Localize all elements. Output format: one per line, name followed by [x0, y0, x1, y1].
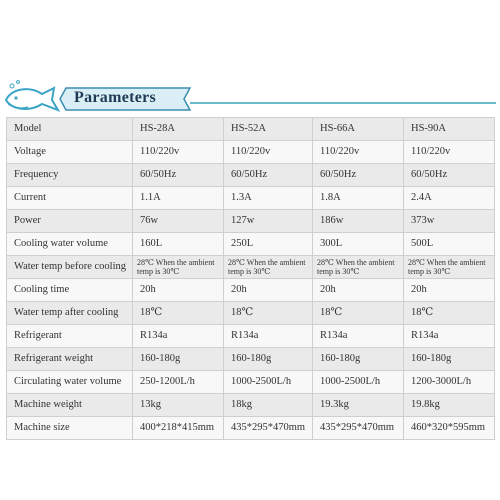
table-cell: 2.4A: [404, 187, 495, 210]
table-row: [7, 164, 495, 187]
table-cell: 435*295*470mm: [313, 417, 404, 440]
table-row: [7, 325, 495, 348]
table-cell: R134a: [133, 325, 224, 348]
table-cell: 110/220v: [224, 141, 313, 164]
parameters-table: [6, 117, 495, 440]
table-cell: 127w: [224, 210, 313, 233]
table-cell: 18℃: [133, 302, 224, 325]
table-row: [7, 210, 495, 233]
table-cell: HS-66A: [313, 118, 404, 141]
row-label: Refrigerant: [7, 325, 133, 348]
page-title: Parameters: [74, 89, 157, 106]
row-label: Frequency: [7, 164, 133, 187]
table-row: [7, 233, 495, 256]
table-row: [7, 348, 495, 371]
table-cell: HS-28A: [133, 118, 224, 141]
table-cell: 28℃ When the ambient temp is 30℃: [224, 256, 313, 279]
row-label: Voltage: [7, 141, 133, 164]
table-cell: 19.8kg: [404, 394, 495, 417]
table-cell: 28℃ When the ambient temp is 30℃: [133, 256, 224, 279]
parameters-table-body: [7, 118, 495, 440]
table-cell: 400*218*415mm: [133, 417, 224, 440]
table-row: [7, 118, 495, 141]
table-row: [7, 417, 495, 440]
row-label: Cooling time: [7, 279, 133, 302]
table-cell: 20h: [133, 279, 224, 302]
table-cell: 250-1200L/h: [133, 371, 224, 394]
table-cell: 373w: [404, 210, 495, 233]
table-row: [7, 302, 495, 325]
table-row: [7, 141, 495, 164]
table-cell: R134a: [224, 325, 313, 348]
table-cell: 20h: [313, 279, 404, 302]
table-row: [7, 187, 495, 210]
table-cell: 1.8A: [313, 187, 404, 210]
fish-icon: [2, 78, 66, 116]
table-cell: 110/220v: [313, 141, 404, 164]
table-cell: 18℃: [313, 302, 404, 325]
table-cell: HS-90A: [404, 118, 495, 141]
table-cell: 20h: [224, 279, 313, 302]
table-cell: 160-180g: [404, 348, 495, 371]
table-cell: 20h: [404, 279, 495, 302]
row-label: Cooling water volume: [7, 233, 133, 256]
table-cell: 19.3kg: [313, 394, 404, 417]
table-cell: 160L: [133, 233, 224, 256]
table-cell: 18℃: [404, 302, 495, 325]
header-divider: [190, 102, 496, 104]
table-cell: 1000-2500L/h: [224, 371, 313, 394]
row-label: Current: [7, 187, 133, 210]
row-label: Power: [7, 210, 133, 233]
row-label: Water temp before cooling: [7, 256, 133, 279]
table-cell: 60/50Hz: [224, 164, 313, 187]
parameters-header: [0, 0, 500, 115]
table-cell: 18℃: [224, 302, 313, 325]
title-banner: [58, 86, 198, 112]
table-cell: 60/50Hz: [404, 164, 495, 187]
table-cell: R134a: [313, 325, 404, 348]
table-cell: R134a: [404, 325, 495, 348]
table-row: [7, 394, 495, 417]
table-cell: 435*295*470mm: [224, 417, 313, 440]
table-cell: 110/220v: [133, 141, 224, 164]
table-cell: 160-180g: [133, 348, 224, 371]
table-cell: 186w: [313, 210, 404, 233]
table-cell: HS-52A: [224, 118, 313, 141]
table-row: [7, 256, 495, 279]
table-cell: 250L: [224, 233, 313, 256]
row-label: Machine weight: [7, 394, 133, 417]
table-cell: 28℃ When the ambient temp is 30℃: [313, 256, 404, 279]
table-cell: 1.1A: [133, 187, 224, 210]
table-cell: 1.3A: [224, 187, 313, 210]
table-cell: 13kg: [133, 394, 224, 417]
table-cell: 60/50Hz: [313, 164, 404, 187]
row-label: Water temp after cooling: [7, 302, 133, 325]
row-label: Circulating water volume: [7, 371, 133, 394]
table-row: [7, 371, 495, 394]
table-cell: 1200-3000L/h: [404, 371, 495, 394]
table-cell: 76w: [133, 210, 224, 233]
table-cell: 460*320*595mm: [404, 417, 495, 440]
row-label: Machine size: [7, 417, 133, 440]
table-cell: 28℃ When the ambient temp is 30℃: [404, 256, 495, 279]
table-cell: 1000-2500L/h: [313, 371, 404, 394]
table-cell: 110/220v: [404, 141, 495, 164]
row-label: Refrigerant weight: [7, 348, 133, 371]
table-cell: 18kg: [224, 394, 313, 417]
table-cell: 160-180g: [224, 348, 313, 371]
table-cell: 160-180g: [313, 348, 404, 371]
table-cell: 500L: [404, 233, 495, 256]
row-label: Model: [7, 118, 133, 141]
table-cell: 300L: [313, 233, 404, 256]
table-cell: 60/50Hz: [133, 164, 224, 187]
table-row: [7, 279, 495, 302]
